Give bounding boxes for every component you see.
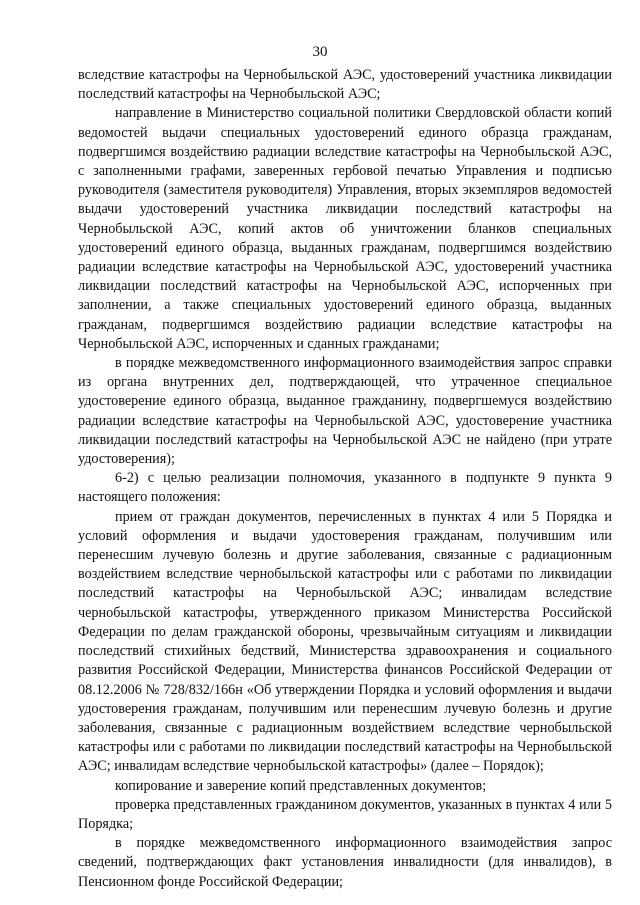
paragraph-4: 6-2) с целью реализации полномочия, указанного в подпункте 9 пункта 9 настоящего положения: <box>78 470 612 506</box>
paragraph-1: вследствие катастрофы на Чернобыльской АЭС, удостоверений участника ликвидации последствий катастрофы на Чернобыльской АЭС; <box>78 67 612 103</box>
page-number: 30 <box>312 44 328 60</box>
paragraph-5: прием от граждан документов, перечисленных в пунктах 4 или 5 Порядка и условий оформления и выдачи удостоверения гражданам, получившим или перенесшим лучевую болезнь и другие заболевания, связанные с радиационным воздействием вследствие чернобыльской катастрофы или с работами по ликвидации последствий катастрофы на Чернобыльской АЭС; инвалидам вследствие чернобыльской катастрофы, утвержденного приказом Министерства Российской Федерации по делам гражданской обороны, чрезвычайным ситуациям и ликвидации последствий стихийных бедствий, Министерства здравоохранения и социального развития Российской Федерации, Министерства финансов Российской Федерации от 08.12.2006 № 728/832/166н «Об утверждении Порядка и условий оформления и выдачи удостоверения гражданам, получившим или перенесшим лучевую болезнь и другие заболевания, связанные с радиационным воздействием вследствие чернобыльской катастрофы или с работами по ликвидации последствий катастрофы на Чернобыльской АЭС; инвалидам вследствие чернобыльской катастрофы» (далее – Порядок); <box>78 508 612 775</box>
paragraph-3: в порядке межведомственного информационного взаимодействия запрос справки из органа внутренних дел, подтверждающей, что утраченное специальное удостоверение единого образца, выданное гражданину, подвергшемуся воздействию радиации вследствие катастрофы на Чернобыльской АЭС, удостоверение участника ликвидации последствий катастрофы на Чернобыльской АЭС не найдено (при утрате удостоверения); <box>78 355 612 468</box>
paragraph-2: направление в Министерство социальной политики Свердловской области копий ведомостей выдачи специальных удостоверений единого образца гражданам, подвергшимся воздействию радиации вследствие катастрофы на Чернобыльской АЭС, с заполненными графами, заверенных гербовой печатью Управления и подписью руководителя (заместителя руководителя) Управления, вторых экземпляров ведомостей выдачи удостоверений участника ликвидации последствий катастрофы на Чернобыльской АЭС, копий актов об уничтожении бланков специальных удостоверений единого образца, выданных гражданам, подвергшимся воздействию радиации вследствие катастрофы на Чернобыльской АЭС, удостоверений участника ликвидации последствий катастрофы на Чернобыльской АЭС, испорченных при заполнении, а также специальных удостоверений единого образца, выданных гражданам, подвергшимся воздействию радиации вследствие катастрофы на Чернобыльской АЭС, испорченных и сданных гражданами; <box>78 105 612 352</box>
document-body <box>78 66 612 892</box>
paragraph-7: проверка представленных гражданином документов, указанных в пунктах 4 или 5 Порядка; <box>78 796 612 832</box>
paragraph-8: в порядке межведомственного информационного взаимодействия запрос сведений, подтверждающих факт установления инвалидности (для инвалидов), в Пенсионном фонде Российской Федерации; <box>78 835 612 890</box>
paragraph-6: копирование и заверение копий представленных документов; <box>115 777 487 794</box>
